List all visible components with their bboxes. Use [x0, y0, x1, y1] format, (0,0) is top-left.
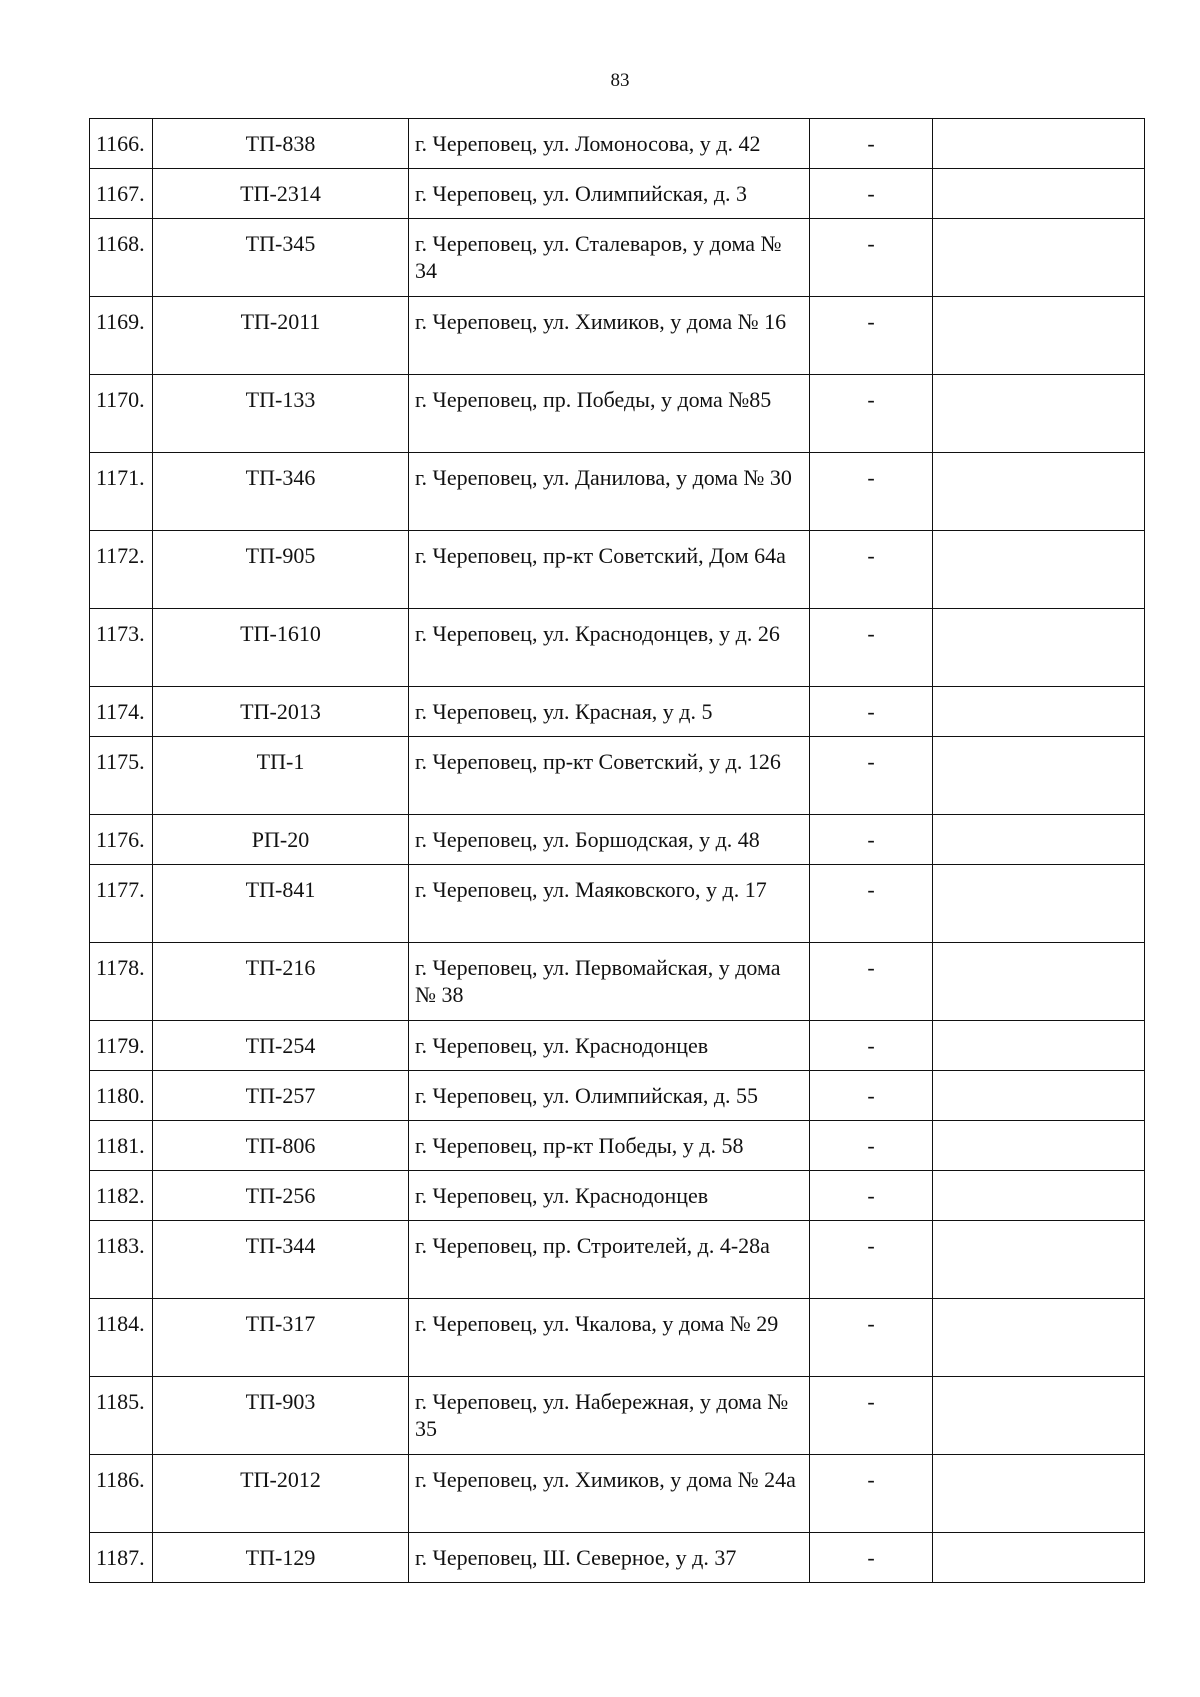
- address-cell: г. Череповец, ул. Краснодонцев: [409, 1171, 810, 1221]
- table-row: [90, 687, 1145, 737]
- substation-code-cell: ТП-345: [153, 219, 409, 297]
- substation-code-cell: ТП-254: [153, 1021, 409, 1071]
- mark-cell: -: [810, 1121, 933, 1171]
- mark-cell: -: [810, 169, 933, 219]
- note-cell: [933, 453, 1145, 531]
- substation-code-cell: ТП-216: [153, 943, 409, 1021]
- substation-code-cell: ТП-317: [153, 1299, 409, 1377]
- note-cell: [933, 687, 1145, 737]
- table-row: [90, 815, 1145, 865]
- address-cell: г. Череповец, ул. Маяковского, у д. 17: [409, 865, 810, 943]
- mark-cell: -: [810, 943, 933, 1021]
- address-cell: г. Череповец, ул. Ломоносова, у д. 42: [409, 119, 810, 169]
- row-number-cell: 1177.: [90, 865, 153, 943]
- row-number-cell: 1172.: [90, 531, 153, 609]
- row-number-cell: 1182.: [90, 1171, 153, 1221]
- table-row: [90, 1021, 1145, 1071]
- table-row: [90, 1377, 1145, 1455]
- substation-code-cell: ТП-256: [153, 1171, 409, 1221]
- page-number: 83: [610, 70, 630, 91]
- substation-code-cell: ТП-1610: [153, 609, 409, 687]
- row-number-cell: 1187.: [90, 1533, 153, 1583]
- address-cell: г. Череповец, ул. Набережная, у дома № 35: [409, 1377, 810, 1455]
- table-row: [90, 1171, 1145, 1221]
- substation-code-cell: ТП-257: [153, 1071, 409, 1121]
- table-row: [90, 1221, 1145, 1299]
- table-row: [90, 1071, 1145, 1121]
- row-number-cell: 1184.: [90, 1299, 153, 1377]
- note-cell: [933, 531, 1145, 609]
- mark-cell: -: [810, 453, 933, 531]
- table-body: [90, 119, 1145, 1583]
- row-number-cell: 1186.: [90, 1455, 153, 1533]
- note-cell: [933, 219, 1145, 297]
- mark-cell: -: [810, 297, 933, 375]
- substation-code-cell: ТП-806: [153, 1121, 409, 1171]
- row-number-cell: 1169.: [90, 297, 153, 375]
- table-row: [90, 297, 1145, 375]
- row-number-cell: 1180.: [90, 1071, 153, 1121]
- address-cell: г. Череповец, ул. Первомайская, у дома № 38: [409, 943, 810, 1021]
- note-cell: [933, 1121, 1145, 1171]
- note-cell: [933, 1299, 1145, 1377]
- mark-cell: -: [810, 815, 933, 865]
- note-cell: [933, 1533, 1145, 1583]
- address-cell: г. Череповец, ул. Краснодонцев: [409, 1021, 810, 1071]
- substation-code-cell: ТП-133: [153, 375, 409, 453]
- mark-cell: -: [810, 1455, 933, 1533]
- substation-code-cell: ТП-905: [153, 531, 409, 609]
- substation-code-cell: ТП-903: [153, 1377, 409, 1455]
- table-row: [90, 219, 1145, 297]
- table-row: [90, 1121, 1145, 1171]
- table-row: [90, 169, 1145, 219]
- note-cell: [933, 737, 1145, 815]
- mark-cell: -: [810, 687, 933, 737]
- substation-code-cell: ТП-1: [153, 737, 409, 815]
- row-number-cell: 1167.: [90, 169, 153, 219]
- mark-cell: -: [810, 219, 933, 297]
- address-cell: г. Череповец, ул. Боршодская, у д. 48: [409, 815, 810, 865]
- table-row: [90, 609, 1145, 687]
- address-cell: г. Череповец, ул. Химиков, у дома № 24а: [409, 1455, 810, 1533]
- substation-code-cell: ТП-2011: [153, 297, 409, 375]
- substation-code-cell: РП-20: [153, 815, 409, 865]
- mark-cell: -: [810, 119, 933, 169]
- table-row: [90, 865, 1145, 943]
- row-number-cell: 1168.: [90, 219, 153, 297]
- note-cell: [933, 297, 1145, 375]
- note-cell: [933, 375, 1145, 453]
- address-cell: г. Череповец, ул. Химиков, у дома № 16: [409, 297, 810, 375]
- note-cell: [933, 1021, 1145, 1071]
- table-row: [90, 1455, 1145, 1533]
- row-number-cell: 1175.: [90, 737, 153, 815]
- mark-cell: -: [810, 531, 933, 609]
- address-cell: г. Череповец, пр-кт Советский, Дом 64а: [409, 531, 810, 609]
- address-cell: г. Череповец, ул. Красная, у д. 5: [409, 687, 810, 737]
- substation-code-cell: ТП-2314: [153, 169, 409, 219]
- mark-cell: -: [810, 1021, 933, 1071]
- table-row: [90, 375, 1145, 453]
- mark-cell: -: [810, 375, 933, 453]
- table-row: [90, 1299, 1145, 1377]
- row-number-cell: 1171.: [90, 453, 153, 531]
- mark-cell: -: [810, 737, 933, 815]
- row-number-cell: 1179.: [90, 1021, 153, 1071]
- row-number-cell: 1176.: [90, 815, 153, 865]
- substation-code-cell: ТП-346: [153, 453, 409, 531]
- address-cell: г. Череповец, ул. Олимпийская, д. 3: [409, 169, 810, 219]
- substation-code-cell: ТП-344: [153, 1221, 409, 1299]
- address-cell: г. Череповец, пр-кт Победы, у д. 58: [409, 1121, 810, 1171]
- mark-cell: -: [810, 1221, 933, 1299]
- note-cell: [933, 815, 1145, 865]
- note-cell: [933, 943, 1145, 1021]
- address-cell: г. Череповец, Ш. Северное, у д. 37: [409, 1533, 810, 1583]
- table-row: [90, 1533, 1145, 1583]
- address-cell: г. Череповец, ул. Краснодонцев, у д. 26: [409, 609, 810, 687]
- mark-cell: -: [810, 1071, 933, 1121]
- mark-cell: -: [810, 1533, 933, 1583]
- mark-cell: -: [810, 865, 933, 943]
- table-row: [90, 531, 1145, 609]
- table-row: [90, 943, 1145, 1021]
- address-cell: г. Череповец, ул. Олимпийская, д. 55: [409, 1071, 810, 1121]
- row-number-cell: 1178.: [90, 943, 153, 1021]
- substation-code-cell: ТП-838: [153, 119, 409, 169]
- note-cell: [933, 1071, 1145, 1121]
- substation-code-cell: ТП-129: [153, 1533, 409, 1583]
- address-cell: г. Череповец, ул. Данилова, у дома № 30: [409, 453, 810, 531]
- address-cell: г. Череповец, пр-кт Советский, у д. 126: [409, 737, 810, 815]
- note-cell: [933, 119, 1145, 169]
- substation-code-cell: ТП-2012: [153, 1455, 409, 1533]
- note-cell: [933, 169, 1145, 219]
- row-number-cell: 1166.: [90, 119, 153, 169]
- row-number-cell: 1170.: [90, 375, 153, 453]
- mark-cell: -: [810, 1377, 933, 1455]
- table-row: [90, 453, 1145, 531]
- mark-cell: -: [810, 1299, 933, 1377]
- note-cell: [933, 1455, 1145, 1533]
- row-number-cell: 1174.: [90, 687, 153, 737]
- row-number-cell: 1173.: [90, 609, 153, 687]
- note-cell: [933, 1377, 1145, 1455]
- note-cell: [933, 1171, 1145, 1221]
- note-cell: [933, 865, 1145, 943]
- substation-code-cell: ТП-841: [153, 865, 409, 943]
- row-number-cell: 1185.: [90, 1377, 153, 1455]
- substation-code-cell: ТП-2013: [153, 687, 409, 737]
- note-cell: [933, 1221, 1145, 1299]
- address-cell: г. Череповец, ул. Чкалова, у дома № 29: [409, 1299, 810, 1377]
- note-cell: [933, 609, 1145, 687]
- table-row: [90, 119, 1145, 169]
- row-number-cell: 1181.: [90, 1121, 153, 1171]
- table-row: [90, 737, 1145, 815]
- address-cell: г. Череповец, пр. Строителей, д. 4-28а: [409, 1221, 810, 1299]
- mark-cell: -: [810, 1171, 933, 1221]
- substation-table: [89, 118, 1145, 1583]
- mark-cell: -: [810, 609, 933, 687]
- row-number-cell: 1183.: [90, 1221, 153, 1299]
- address-cell: г. Череповец, пр. Победы, у дома №85: [409, 375, 810, 453]
- address-cell: г. Череповец, ул. Сталеваров, у дома № 34: [409, 219, 810, 297]
